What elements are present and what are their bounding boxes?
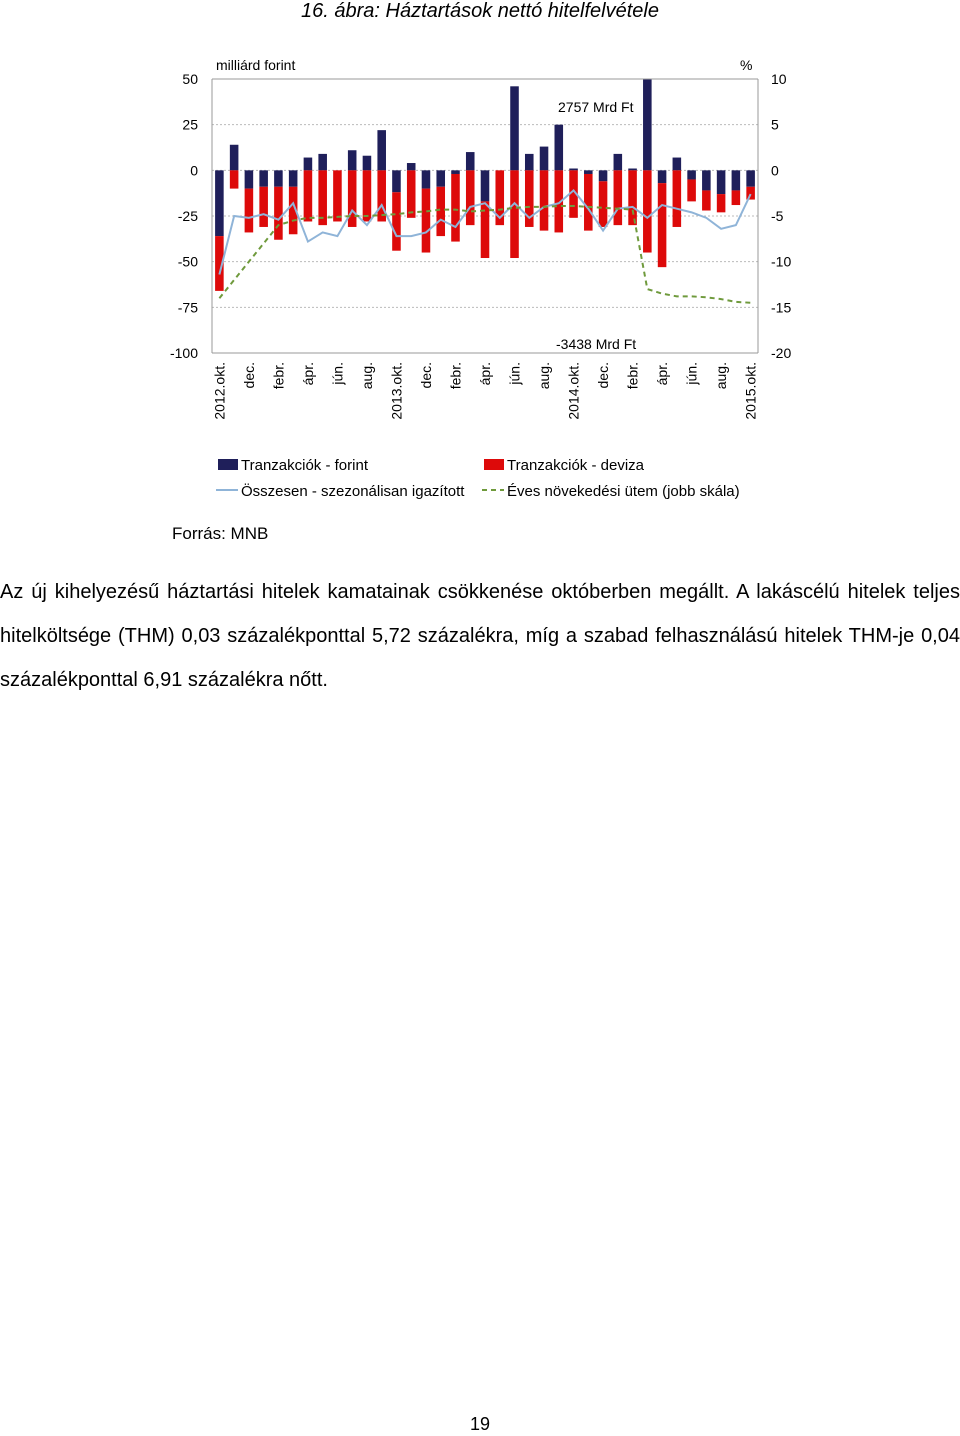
- bar-deviza: [363, 170, 372, 221]
- bar-forint: [230, 145, 239, 171]
- x-tick-label: febr.: [270, 362, 287, 390]
- bar-deviza: [230, 170, 239, 188]
- bar-forint: [525, 154, 534, 170]
- bar-forint: [658, 170, 667, 183]
- bar-forint: [466, 152, 475, 170]
- y-tick-label: -50: [177, 253, 198, 270]
- bar-deviza: [599, 181, 608, 227]
- legend-label-total: Összesen - szezonálisan igazított: [241, 483, 465, 500]
- y2-tick-label: -5: [771, 208, 784, 224]
- page-number: 19: [469, 1414, 491, 1434]
- bar-deviza: [245, 189, 254, 233]
- bar-forint: [673, 158, 682, 171]
- bar-forint: [318, 154, 327, 170]
- annotation-bottom: -3438 Mrd Ft: [556, 336, 637, 352]
- y-tick-label: -75: [177, 299, 198, 316]
- bar-forint: [348, 150, 357, 170]
- bar-forint: [289, 170, 298, 186]
- source-note: Forrás: MNB: [172, 524, 269, 543]
- y-axis-label: milliárd forint: [216, 57, 296, 73]
- bar-deviza: [732, 190, 741, 205]
- bar-forint: [436, 170, 445, 186]
- x-tick-label: ápr.: [477, 362, 493, 386]
- x-tick-label: aug.: [358, 362, 375, 390]
- x-tick-label: ápr.: [654, 362, 671, 386]
- bar-deviza: [614, 170, 623, 225]
- y2-tick-label: -10: [771, 253, 792, 270]
- bar-deviza: [584, 174, 593, 231]
- legend-swatch-forint: [218, 459, 238, 470]
- bar-forint: [702, 170, 711, 190]
- bar-forint: [599, 170, 608, 181]
- bar-forint: [717, 170, 726, 194]
- x-tick-label: 2012.okt.: [211, 362, 228, 420]
- bar-deviza: [451, 174, 460, 242]
- bar-forint: [687, 170, 696, 179]
- x-tick-label: febr.: [624, 362, 641, 390]
- bar-deviza: [702, 190, 711, 210]
- bar-forint: [732, 170, 741, 190]
- bar-forint: [304, 158, 313, 171]
- bar-forint: [245, 170, 254, 188]
- y-tick-label: -25: [177, 208, 198, 224]
- bar-deviza: [259, 187, 268, 227]
- legend-label-forint: Tranzakciók - forint: [241, 457, 368, 474]
- x-tick-label: aug.: [536, 362, 553, 390]
- bar-deviza: [628, 170, 637, 225]
- x-tick-label: 2014.okt.: [565, 362, 582, 420]
- x-tick-labels: [211, 362, 758, 420]
- bar-deviza: [274, 187, 283, 240]
- y-tick-label: 25: [182, 116, 198, 133]
- bar-forint: [555, 125, 564, 171]
- bar-deviza: [746, 187, 755, 200]
- y2-tick-label: -20: [771, 345, 792, 361]
- bar-forint: [274, 170, 283, 186]
- x-tick-label: dec.: [595, 362, 612, 389]
- y-tick-label: 50: [182, 71, 198, 87]
- y2-tick-label: 5: [771, 116, 779, 133]
- annotation-top: 2757 Mrd Ft: [558, 99, 634, 115]
- bar-deviza: [658, 183, 667, 267]
- x-tick-label: jún.: [329, 362, 346, 385]
- figure-title: 16. ábra: Háztartások nettó hitelfelvétele: [301, 0, 659, 22]
- chart: [0, 0, 960, 520]
- bar-forint: [377, 130, 386, 170]
- bar-forint: [614, 154, 623, 170]
- bar-deviza: [422, 189, 431, 253]
- bar-forint: [422, 170, 431, 188]
- bars: [215, 79, 755, 291]
- legend-label-deviza: Tranzakciók - deviza: [507, 457, 644, 474]
- bar-forint: [363, 156, 372, 171]
- x-tick-label: dec.: [417, 362, 434, 389]
- bar-forint: [628, 169, 637, 171]
- x-tick-label: jún.: [506, 362, 523, 385]
- x-tick-label: febr.: [447, 362, 464, 390]
- y-tick-label: -100: [169, 345, 198, 361]
- x-tick-label: dec.: [240, 362, 257, 389]
- y2-tick-label: 10: [771, 71, 787, 87]
- x-tick-label: ápr.: [299, 362, 316, 386]
- bar-deviza: [643, 170, 652, 252]
- y2-axis-label: %: [740, 57, 753, 73]
- bar-deviza: [333, 170, 342, 221]
- bar-deviza: [392, 192, 401, 250]
- bar-deviza: [466, 170, 475, 225]
- bar-deviza: [377, 170, 386, 221]
- bar-forint: [451, 170, 460, 174]
- bar-deviza: [304, 170, 313, 221]
- bar-forint: [481, 170, 490, 201]
- y2-tick-label: 0: [771, 162, 779, 179]
- legend-label-growth: Éves növekedési ütem (jobb skála): [507, 483, 740, 500]
- bar-deviza: [348, 170, 357, 227]
- bar-forint: [259, 170, 268, 186]
- bar-forint: [215, 170, 224, 236]
- legend-swatch-deviza: [484, 459, 504, 470]
- bar-forint: [392, 170, 401, 192]
- y-tick-label: 0: [190, 162, 198, 179]
- bar-forint: [643, 79, 652, 170]
- bar-forint: [584, 170, 593, 174]
- bar-deviza: [540, 170, 549, 230]
- bar-forint: [510, 86, 519, 170]
- bar-forint: [540, 147, 549, 171]
- bar-deviza: [717, 194, 726, 212]
- y2-tick-label: -15: [771, 299, 792, 316]
- bar-deviza: [407, 170, 416, 217]
- x-tick-label: jún.: [683, 362, 700, 385]
- bar-forint: [569, 169, 578, 171]
- bar-deviza: [510, 170, 519, 258]
- bar-deviza: [436, 187, 445, 236]
- body-paragraph: Az új kihelyezésű háztartási hitelek kamatainak csökkenése októberben megállt. A lakáscélú hitelek teljes hitelköltsége (THM) 0,03 százalékponttal 5,72 százalékra, míg a szabad felhasználású hitelek THM-je 0,04 százalékponttal 6,91 százalékra nőtt.: [0, 581, 960, 691]
- bar-forint: [746, 170, 755, 186]
- x-tick-label: aug.: [713, 362, 730, 390]
- x-tick-label: 2015.okt.: [742, 362, 759, 420]
- bar-deviza: [687, 179, 696, 201]
- bar-deviza: [673, 170, 682, 227]
- x-tick-label: 2013.okt.: [388, 362, 405, 420]
- bar-forint: [407, 163, 416, 170]
